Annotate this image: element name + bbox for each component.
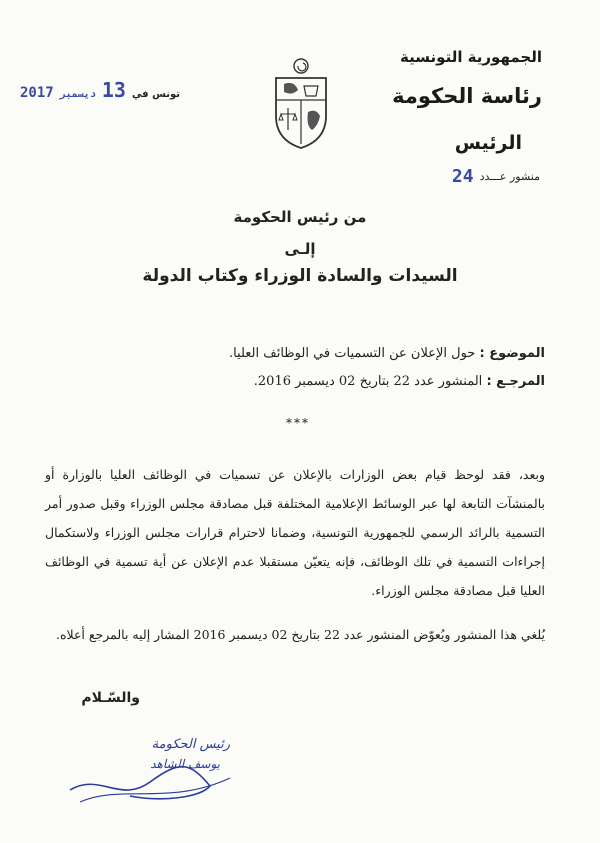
coat-of-arms-icon (268, 56, 334, 152)
recipients-line: السيدات والسادة الوزراء وكتاب الدولة (142, 266, 458, 286)
body-paragraph-1: وبعد، فقد لوحظ قيام بعض الوزارات بالإعلان عن تسميات في الوظائف العليا بالوزارة أو بالمنشآت التابعة لها عبر الوسائط الإعلامية المختلفة قبل مصادقة مجلس الوزراء وقبل صدور أمر التسمية بالرائد الرسمي للجمهورية التونسية، وضمانا لاحترام قرارات مجلس الوزراء ولاستكمال إجراءات التسمية في تلك الوظائف، فإنه يتعيّن مستقبلا عدم الإعلان عن أية تسمية في الوظائف العليا قبل مصادقة مجلس الوزراء. (45, 467, 545, 598)
date-line (20, 78, 180, 102)
to-line: إلـى (284, 240, 316, 258)
reference-line (254, 374, 545, 389)
republic-heading: الجمهورية التونسية (400, 48, 542, 66)
subject-label: الموضوع : (479, 346, 545, 361)
president-heading: الرئيس (454, 132, 522, 154)
signature-name: يوسف الشاهد (150, 757, 220, 771)
body-paragraph-2: يُلغي هذا المنشور ويُعوّض المنشور عدد 22 بتاريخ 02 ديسمبر 2016 المشار إليه بالمرجع أعلاه. (55, 627, 545, 642)
government-heading: رئاسة الحكومة (392, 84, 542, 108)
from-line: من رئيس الحكومة (233, 208, 367, 226)
reference-text: المنشور عدد 22 بتاريخ 02 ديسمبر 2016. (253, 374, 483, 389)
date-year: 2017 (20, 85, 54, 101)
separator: *** (286, 416, 310, 430)
signature-title: رئيس الحكومة (151, 737, 230, 752)
closing: والسّـلام (81, 690, 140, 706)
subject-text: حول الإعلان عن التسميات في الوظائف العليا. (228, 346, 476, 361)
date-month: ديسمبر (59, 89, 96, 100)
date-day: 13 (101, 78, 126, 102)
circular-label: منشور عـــدد (479, 170, 540, 183)
subject-line (229, 346, 545, 361)
date-place-label: تونس في (131, 89, 180, 100)
reference-label: المرجـع : (486, 374, 545, 389)
circular-number: 24 (451, 166, 474, 187)
signature-block (60, 712, 240, 812)
circular-number-line (452, 166, 540, 187)
